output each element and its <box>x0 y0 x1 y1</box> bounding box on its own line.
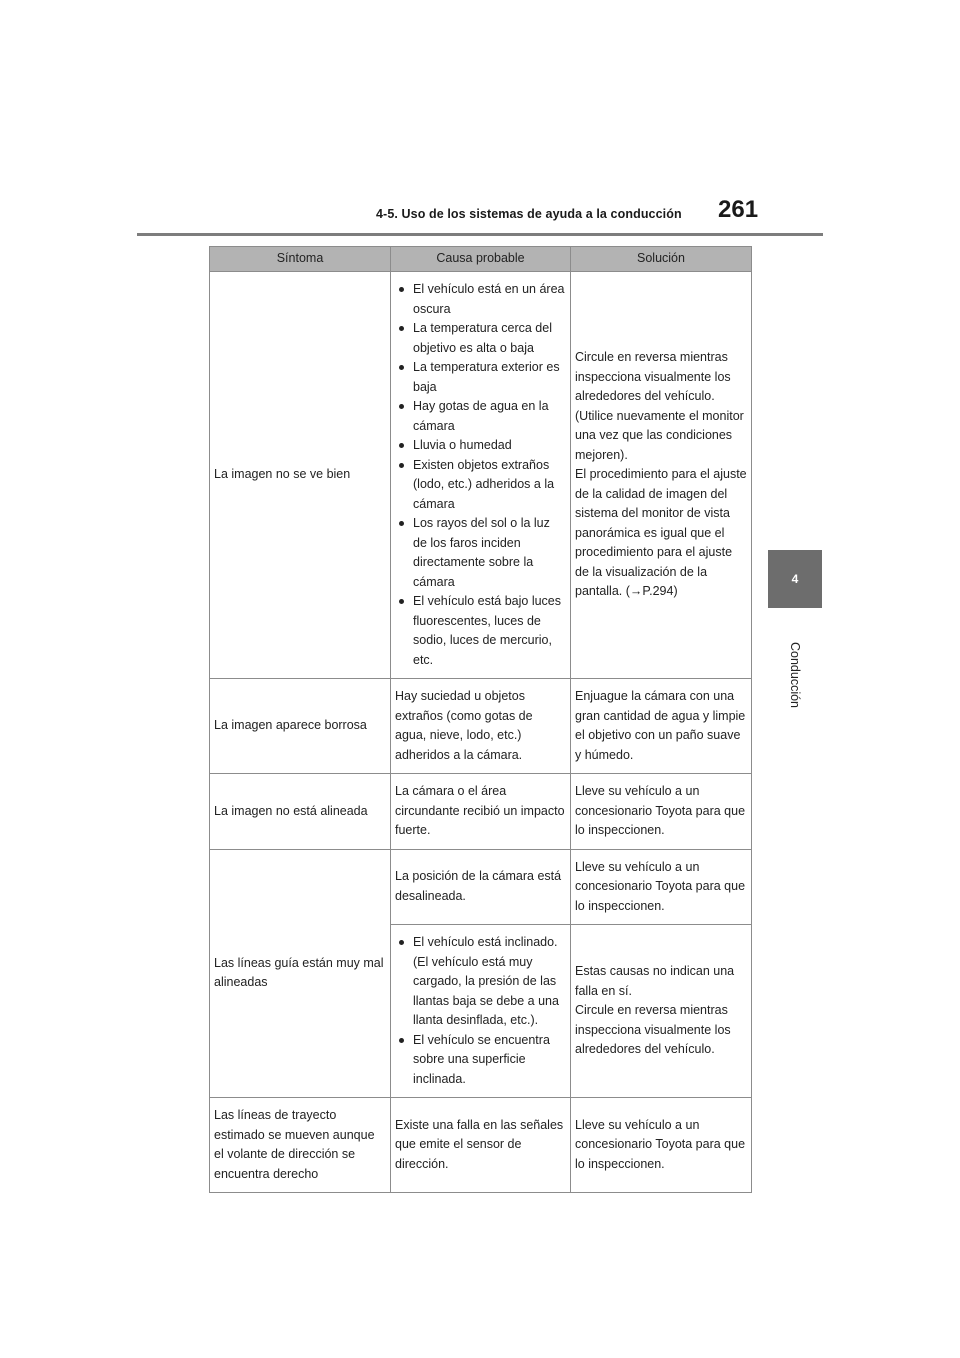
section-title: 4-5. Uso de los sistemas de ayuda a la conducción <box>376 207 682 221</box>
cause-list <box>395 280 566 670</box>
cause-list <box>395 933 566 1089</box>
symptom-cell: Las líneas guía están muy mal alineadas <box>210 849 391 1098</box>
symptom-cell: Las líneas de trayecto estimado se mueven aunque el volante de dirección se encuentra derecho <box>210 1098 391 1193</box>
cause-cell: La cámara o el área circundante recibió un impacto fuerte. <box>391 774 571 850</box>
table-row <box>210 679 752 774</box>
symptom-cell: La imagen no se ve bien <box>210 272 391 679</box>
list-item: Existen objetos extraños (lodo, etc.) adheridos a la cámara <box>395 456 566 515</box>
solution-text: El procedimiento para el ajuste de la calidad de imagen del sistema del monitor de vista panorámica es igual que el procedimiento para el ajuste de la visualización de la pantalla. (→P.294) <box>575 467 747 599</box>
list-item: La temperatura exterior es baja <box>395 358 566 397</box>
list-item: La temperatura cerca del objetivo es alta o baja <box>395 319 566 358</box>
solution-text: Estas causas no indican una falla en sí. <box>575 964 735 998</box>
list-item: Los rayos del sol o la luz de los faros inciden directamente sobre la cámara <box>395 514 566 592</box>
table-row <box>210 1098 752 1193</box>
cause-cell <box>391 925 571 1098</box>
cause-cell <box>391 272 571 679</box>
list-item: Lluvia o humedad <box>395 436 566 456</box>
column-header-symptom: Síntoma <box>210 247 391 272</box>
solution-cell <box>571 272 752 679</box>
troubleshooting-table <box>209 246 752 1193</box>
page-number: 261 <box>718 196 759 223</box>
symptom-cell: La imagen aparece borrosa <box>210 679 391 774</box>
solution-text: Circule en reversa mientras inspecciona visualmente los alrededores del vehículo. (Utilice nuevamente el monitor una vez que las condiciones mejoren). <box>575 350 744 462</box>
table-header-row <box>210 247 752 272</box>
table-row <box>210 272 752 679</box>
list-item: Hay gotas de agua en la cámara <box>395 397 566 436</box>
solution-cell: Lleve su vehículo a un concesionario Toyota para que lo inspeccionen. <box>571 774 752 850</box>
table-row <box>210 849 752 925</box>
solution-cell <box>571 925 752 1098</box>
chapter-label <box>762 641 828 709</box>
chapter-tab[interactable]: 4 <box>768 550 822 608</box>
cause-cell: La posición de la cámara está desalineada. <box>391 849 571 925</box>
table-row <box>210 774 752 850</box>
list-item: El vehículo se encuentra sobre una superficie inclinada. <box>395 1031 566 1090</box>
cause-cell: Existe una falla en las señales que emite el sensor de dirección. <box>391 1098 571 1193</box>
symptom-cell: La imagen no está alineada <box>210 774 391 850</box>
column-header-cause: Causa probable <box>391 247 571 272</box>
solution-cell: Lleve su vehículo a un concesionario Toyota para que lo inspeccionen. <box>571 1098 752 1193</box>
list-item: El vehículo está bajo luces fluorescentes, luces de sodio, luces de mercurio, etc. <box>395 592 566 670</box>
chapter-label-text: Conducción <box>788 641 803 709</box>
header-divider <box>137 233 823 236</box>
solution-cell: Lleve su vehículo a un concesionario Toyota para que lo inspeccionen. <box>571 849 752 925</box>
cause-cell: Hay suciedad u objetos extraños (como gotas de agua, nieve, lodo, etc.) adheridos a la cámara. <box>391 679 571 774</box>
list-item: El vehículo está en un área oscura <box>395 280 566 319</box>
list-item: El vehículo está inclinado. (El vehículo está muy cargado, la presión de las llantas baja se debe a una llanta desinflada, etc.). <box>395 933 566 1031</box>
column-header-solution: Solución <box>571 247 752 272</box>
solution-cell: Enjuague la cámara con una gran cantidad de agua y limpie el objetivo con un paño suave y húmedo. <box>571 679 752 774</box>
solution-text: Circule en reversa mientras inspecciona visualmente los alrededores del vehículo. <box>575 1003 731 1057</box>
